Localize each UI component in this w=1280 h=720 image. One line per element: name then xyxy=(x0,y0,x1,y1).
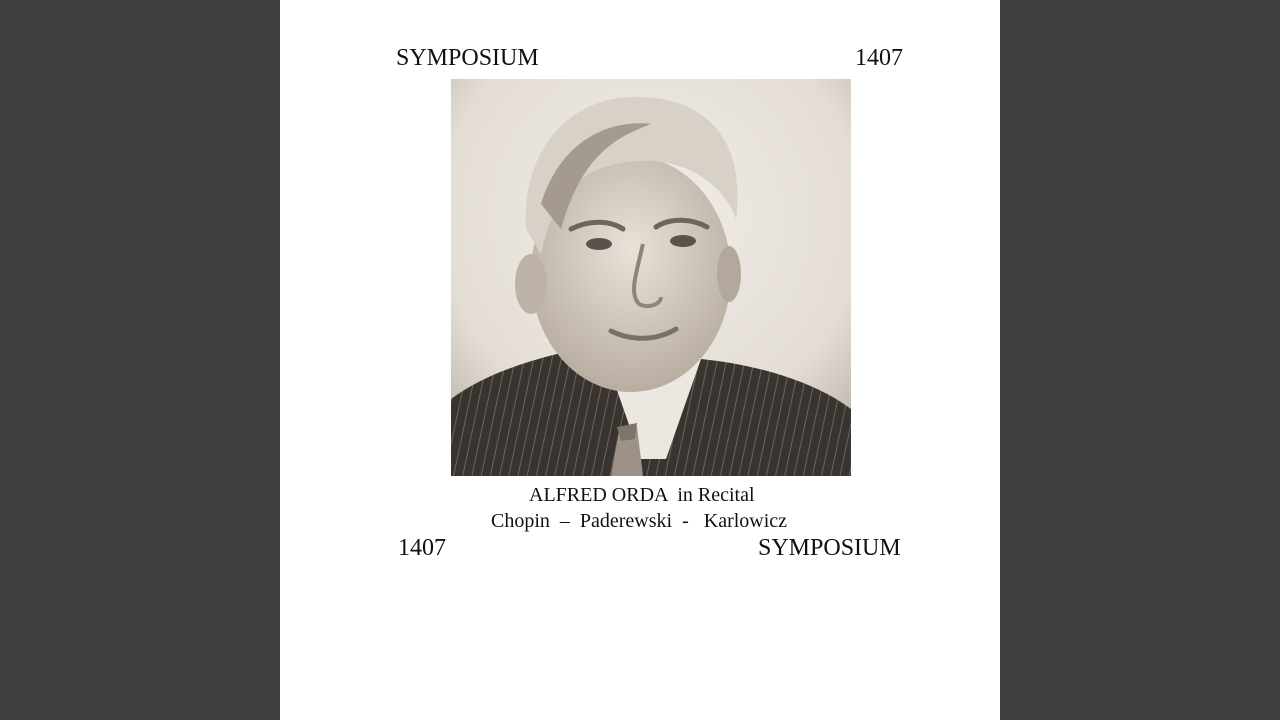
header-catalog-number: 1407 xyxy=(855,45,903,71)
caption-title: ALFRED ORDA in Recital xyxy=(529,484,755,506)
portrait-photo xyxy=(451,79,851,476)
cover-sheet xyxy=(280,0,1000,720)
portrait-illustration xyxy=(451,79,851,476)
header-label: SYMPOSIUM xyxy=(396,45,539,71)
footer-catalog-number: 1407 xyxy=(398,535,446,561)
footer-label: SYMPOSIUM xyxy=(758,535,901,561)
caption-composers: Chopin – Paderewski - Karlowicz xyxy=(491,510,788,532)
